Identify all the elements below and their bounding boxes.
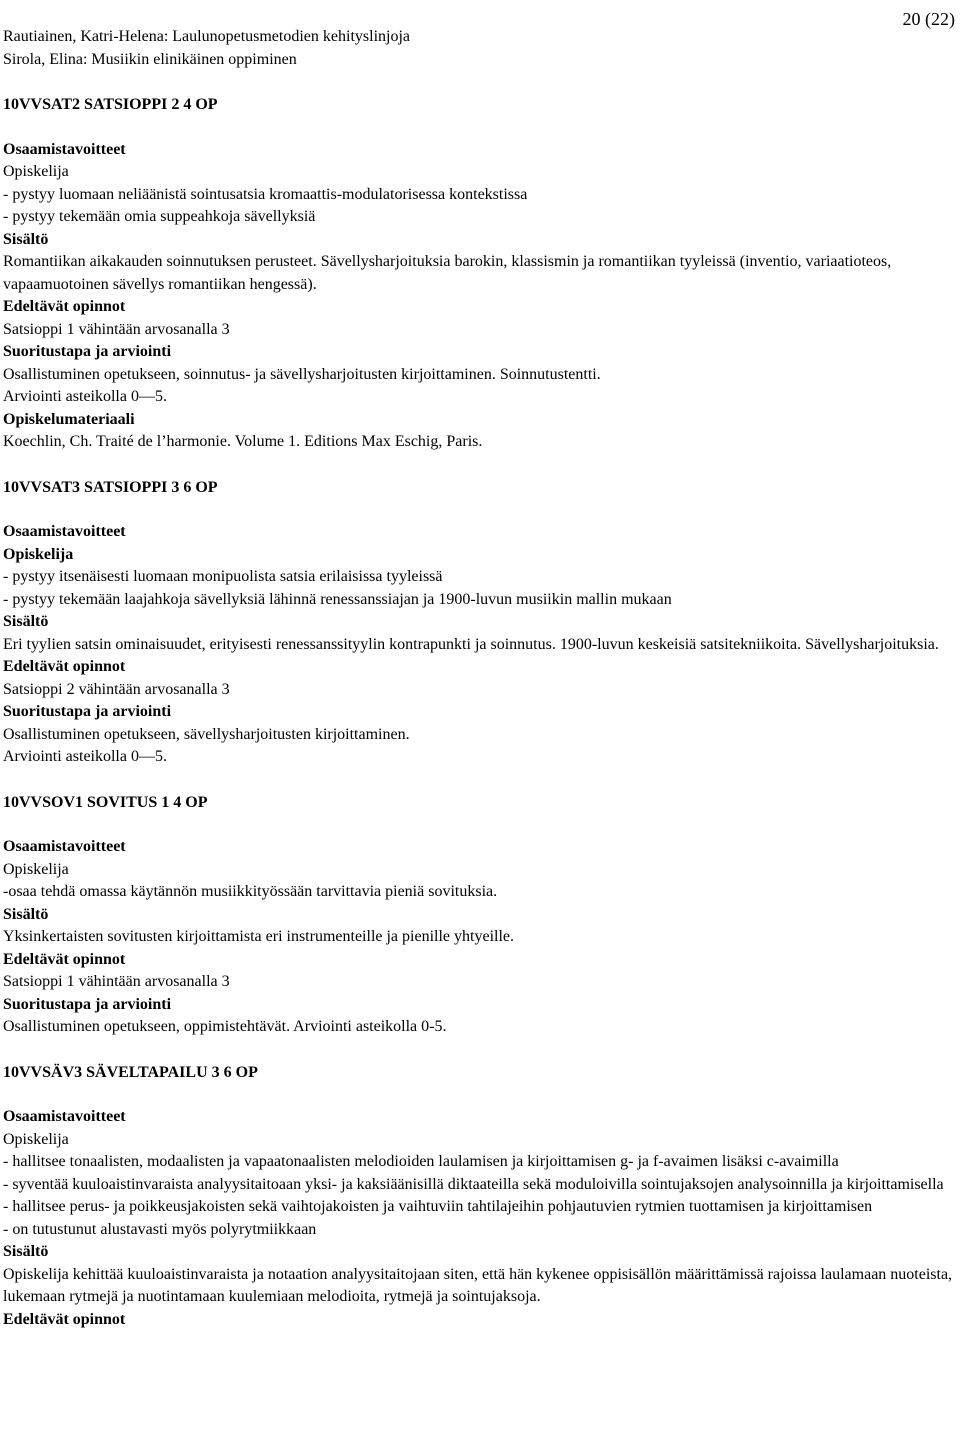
assessment-heading: Suoritustapa ja arviointi [3, 343, 172, 360]
course-title: 10VVSAT3 SATSIOPPI 3 6 OP [3, 478, 218, 496]
course-saveltapailu-3 [3, 1062, 955, 1332]
header-lines [3, 26, 410, 71]
assessment-line: Arviointi asteikolla 0—5. [3, 388, 167, 405]
objective-item: - hallitsee perus- ja poikkeusjakoisten sekä vaihtojakoisten ja vaihtuviin tahtilajeihin pohjautuvien rytmien tuottamisen ja kirjoittamisen [3, 1198, 873, 1215]
content-heading: Sisältö [3, 905, 49, 923]
assessment-line: Osallistuminen opetukseen, oppimistehtävät. Arviointi asteikolla 0-5. [3, 1018, 447, 1035]
objective-item: - hallitsee tonaalisten, modaalisten ja vapaatonaalisten melodioiden laulamisen ja kirjoittamisen g- ja f-avaimen lisäksi c-avaimilla [3, 1153, 839, 1170]
objectives-heading: Osaamistavoitteet [3, 523, 126, 540]
course-satsioppi-2 [3, 94, 955, 454]
prereq-text: Satsioppi 1 vähintään arvosanalla 3 [3, 320, 230, 338]
prereq-heading: Edeltävät opinnot [3, 1310, 126, 1328]
prereq-heading: Edeltävät opinnot [3, 658, 126, 675]
header-line-2: Sirola, Elina: Musiikin elinikäinen oppiminen [3, 50, 297, 68]
student-label: Opiskelija [3, 163, 69, 180]
assessment-line: Arviointi asteikolla 0—5. [3, 748, 167, 765]
student-label: Opiskelija [3, 1130, 69, 1148]
content-text: Opiskelija kehittää kuuloaistinvaraista ja notaation analyysitaitojaan siten, että hän kykenee oppisisällön määrittämissä rajoissa laulamaan nuoteista, lukemaan rytmejä ja nuotintamaan kuulemiaan melodioita, rytmejä ja sointujaksoja. [3, 1265, 953, 1305]
content-heading: Sisältö [3, 230, 49, 248]
course-title: 10VVSAT2 SATSIOPPI 2 4 OP [3, 96, 218, 113]
prereq-heading: Edeltävät opinnot [3, 950, 126, 968]
student-label: Opiskelija [3, 545, 74, 563]
assessment-line: Osallistuminen opetukseen, soinnutus- ja sävellysharjoitusten kirjoittaminen. Soinnutustentti. [3, 365, 601, 383]
content-heading: Sisältö [3, 613, 49, 630]
objective-item: - syventää kuuloaistinvaraista analyysitaitoaan yksi- ja kaksiäänisillä diktaateilla sekä moduloivilla sointujaksojen analysoinnilla ja kirjoittamisella [3, 1175, 944, 1193]
assessment-line: Osallistuminen opetukseen, sävellysharjoitusten kirjoittaminen. [3, 725, 410, 743]
assessment-heading: Suoritustapa ja arviointi [3, 995, 172, 1013]
document-page [3, 9, 955, 1331]
page-number: 20 (22) [902, 9, 955, 29]
page-header [3, 9, 955, 72]
prereq-heading: Edeltävät opinnot [3, 298, 126, 315]
course-satsioppi-3 [3, 477, 955, 769]
materials-heading: Opiskelumateriaali [3, 410, 135, 428]
header-line-1: Rautiainen, Katri-Helena: Laulunopetusmetodien kehityslinjoja [3, 28, 410, 45]
objective-item: - pystyy itsenäisesti luomaan monipuolista satsia erilaisissa tyyleissä [3, 568, 443, 585]
course-title: 10VVSOV1 SOVITUS 1 4 OP [3, 793, 208, 811]
student-label: Opiskelija [3, 860, 69, 878]
assessment-heading: Suoritustapa ja arviointi [3, 703, 172, 720]
materials-text: Koechlin, Ch. Traité de l’harmonie. Volume 1. Editions Max Eschig, Paris. [3, 433, 483, 450]
prereq-text: Satsioppi 1 vähintään arvosanalla 3 [3, 973, 230, 990]
objective-item: - on tutustunut alustavasti myös polyrytmiikkaan [3, 1220, 317, 1238]
content-text: Eri tyylien satsin ominaisuudet, erityisesti renessanssityylin kontrapunkti ja soinnutus. 1900-luvun keskeisiä satsitekniikoita. Sävellysharjoituksia. [3, 635, 939, 653]
content-text: Yksinkertaisten sovitusten kirjoittamista eri instrumenteille ja pienille yhtyeille. [3, 928, 514, 945]
objectives-heading: Osaamistavoitteet [3, 1108, 126, 1125]
objective-item: - pystyy tekemään laajahkoja sävellyksiä lähinnä renessanssiajan ja 1900-luvun musiikin mallin mukaan [3, 590, 672, 608]
content-text: Romantiikan aikakauden soinnutuksen perusteet. Sävellysharjoituksia barokin, klassismin ja romantiikan tyyleissä (inventio, variaatioteos, vapaamuotoinen sävellys romantiikan hengessä). [3, 253, 892, 293]
objectives-heading: Osaamistavoitteet [3, 838, 126, 855]
objective-item: -osaa tehdä omassa käytännön musiikkityössään tarvittavia pieniä sovituksia. [3, 883, 498, 900]
content-heading: Sisältö [3, 1243, 49, 1260]
objectives-heading: Osaamistavoitteet [3, 140, 126, 158]
objective-item: - pystyy tekemään omia suppeahkoja sävellyksiä [3, 208, 316, 225]
course-title: 10VVSÄV3 SÄVELTAPAILU 3 6 OP [3, 1063, 258, 1081]
prereq-text: Satsioppi 2 vähintään arvosanalla 3 [3, 680, 230, 698]
objective-item: - pystyy luomaan neliäänistä sointusatsia kromaattis-modulatorisessa kontekstissa [3, 185, 528, 203]
course-sovitus-1 [3, 792, 955, 1039]
